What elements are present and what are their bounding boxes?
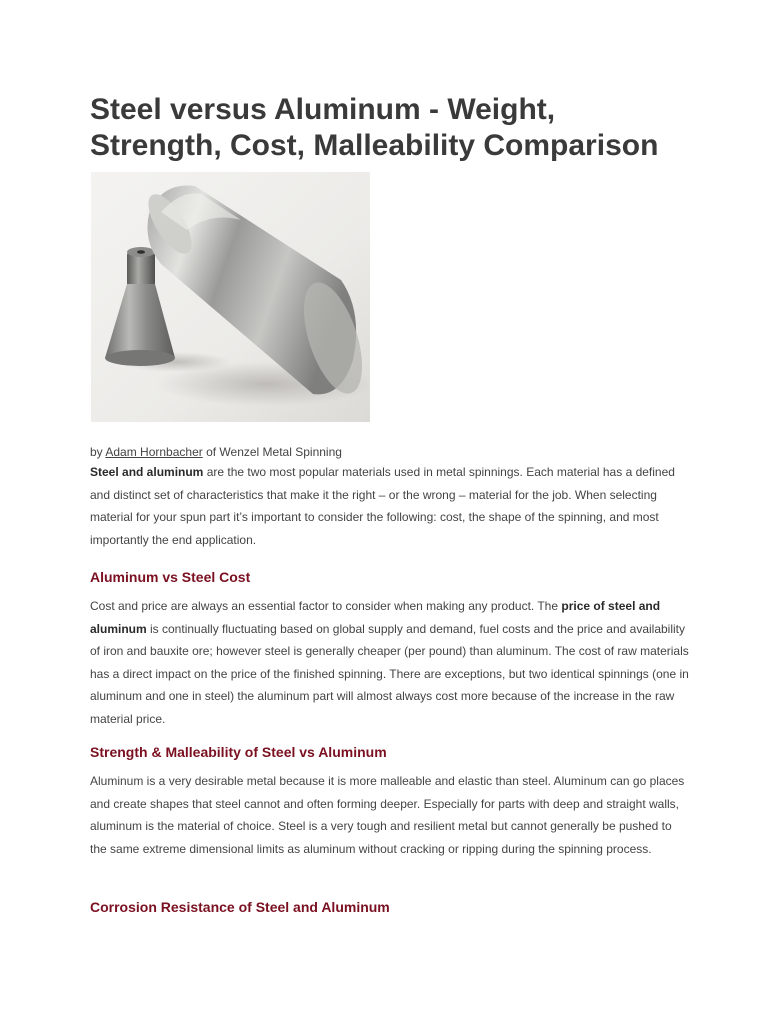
strength-paragraph: Aluminum is a very desirable metal because it is more malleable and elastic than steel. Aluminum can go places and create shapes that steel cannot and often forming deeper. Especially for parts with deep and straight walls, aluminum is the material of choice. Steel is a very tough and resilient metal but cannot generally be pushed to the same extreme dimensional limits as aluminum without cracking or ripping during the spinning process. (90, 774, 685, 856)
author-link[interactable]: Adam Hornbacher (105, 445, 203, 459)
cost-text-before: Cost and price are always an essential factor to consider when making any product. The (90, 599, 562, 613)
intro-bold: Steel and aluminum (90, 465, 204, 479)
article-title: Steel versus Aluminum - Weight, Strength, Cost, Malleability Comparison (90, 93, 659, 162)
section-heading-cost: Aluminum vs Steel Cost (90, 569, 251, 585)
byline-prefix: by (90, 445, 106, 459)
intro-paragraph (90, 461, 690, 551)
cost-text-after: is continually fluctuating based on global supply and demand, fuel costs and the price and availability of iron and bauxite ore; however steel is generally cheaper (per pound) than aluminum. The cost of raw materials has a direct impact on the price of the finished spinning. There are exceptions, but two identical spinnings (one in aluminum and one in steel) the aluminum part will almost always cost more because of the increase in the raw material price. (90, 621, 689, 726)
cost-paragraph (90, 595, 690, 730)
section-heading-corrosion: Corrosion Resistance of Steel and Aluminum (90, 899, 390, 915)
byline (90, 444, 342, 460)
metal-spinnings-photo (91, 172, 370, 422)
section-heading-strength: Strength & Malleability of Steel vs Aluminum (90, 744, 387, 760)
byline-suffix: of Wenzel Metal Spinning (202, 445, 342, 459)
intro-text: are the two most popular materials used in metal spinnings. Each material has a defined and distinct set of characteristics that make it the right – or the wrong – material for the job. When selecting material for your spun part it’s important to consider the following: cost, the shape of the spinning, and most importantly the end application. (90, 465, 675, 547)
cost-bold: price of steel and aluminum (90, 599, 661, 636)
